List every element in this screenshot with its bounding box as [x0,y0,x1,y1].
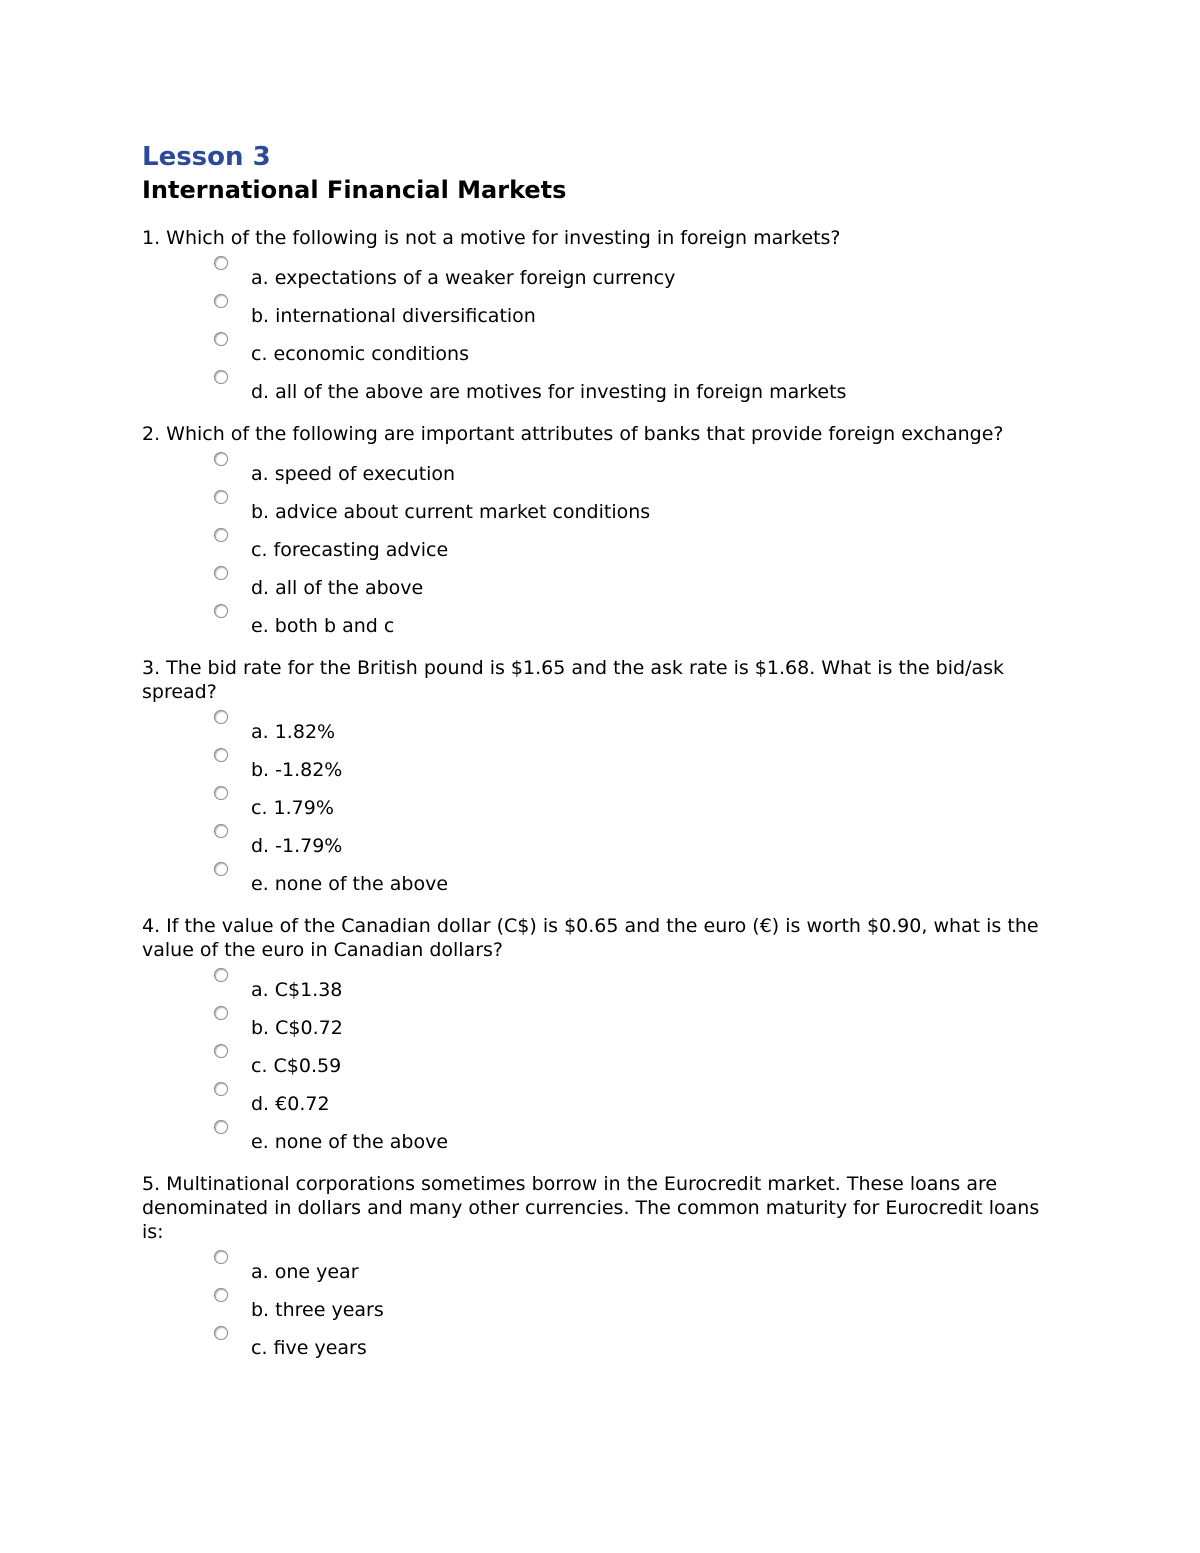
option-label: c. C$0.59 [251,1055,342,1077]
option-label: b. three years [251,1299,384,1321]
radio-button-icon[interactable] [214,786,228,800]
radio-button-icon[interactable] [214,1288,228,1302]
option-label: b. -1.82% [251,759,343,781]
option-2a[interactable] [142,450,1062,488]
option-list [142,450,1062,640]
option-label: e. both b and c [251,615,395,637]
option-label: a. speed of execution [251,463,456,485]
question-3 [142,656,1062,898]
option-label: d. all of the above are motives for investing in foreign markets [251,381,847,403]
option-3e[interactable] [142,860,1062,898]
option-2b[interactable] [142,488,1062,526]
option-4a[interactable] [142,966,1062,1004]
option-3c[interactable] [142,784,1062,822]
option-3a[interactable] [142,708,1062,746]
option-label: d. -1.79% [251,835,343,857]
radio-button-icon[interactable] [214,1326,228,1340]
option-list [142,966,1062,1156]
option-4d[interactable] [142,1080,1062,1118]
radio-button-icon[interactable] [214,256,228,270]
option-4e[interactable] [142,1118,1062,1156]
option-5c[interactable] [142,1324,1062,1362]
radio-button-icon[interactable] [214,528,228,542]
radio-button-icon[interactable] [214,332,228,346]
option-1b[interactable] [142,292,1062,330]
option-label: d. €0.72 [251,1093,330,1115]
option-5b[interactable] [142,1286,1062,1324]
radio-button-icon[interactable] [214,294,228,308]
option-1d[interactable] [142,368,1062,406]
option-3d[interactable] [142,822,1062,860]
option-label: c. 1.79% [251,797,334,819]
option-label: c. forecasting advice [251,539,449,561]
radio-button-icon[interactable] [214,604,228,618]
radio-button-icon[interactable] [214,490,228,504]
lesson-number: Lesson 3 [142,142,271,172]
option-1a[interactable] [142,254,1062,292]
question-text: 1. Which of the following is not a motive for investing in foreign markets? [142,227,841,249]
option-3b[interactable] [142,746,1062,784]
question-4 [142,914,1062,1156]
option-label: a. 1.82% [251,721,336,743]
radio-button-icon[interactable] [214,1250,228,1264]
option-label: b. advice about current market conditions [251,501,651,523]
question-text: 2. Which of the following are important attributes of banks that provide foreign exchange? [142,423,1004,445]
option-label: b. C$0.72 [251,1017,343,1039]
option-label: a. one year [251,1261,359,1283]
option-label: c. five years [251,1337,367,1359]
radio-button-icon[interactable] [214,1082,228,1096]
page-title: International Financial Markets [142,176,567,204]
option-2c[interactable] [142,526,1062,564]
question-text: 4. If the value of the Canadian dollar (C$) is $0.65 and the euro (€) is worth $0.90, what is the value of the euro in Canadian dollars? [142,915,1039,961]
radio-button-icon[interactable] [214,710,228,724]
radio-button-icon[interactable] [214,452,228,466]
question-5 [142,1172,1062,1362]
question-text: 3. The bid rate for the British pound is $1.65 and the ask rate is $1.68. What is the bid/ask spread? [142,657,1005,703]
option-label: e. none of the above [251,873,449,895]
option-label: d. all of the above [251,577,424,599]
option-4b[interactable] [142,1004,1062,1042]
option-2e[interactable] [142,602,1062,640]
option-label: b. international diversification [251,305,536,327]
option-5a[interactable] [142,1248,1062,1286]
option-1c[interactable] [142,330,1062,368]
question-2 [142,422,1062,640]
radio-button-icon[interactable] [214,968,228,982]
radio-button-icon[interactable] [214,824,228,838]
option-4c[interactable] [142,1042,1062,1080]
radio-button-icon[interactable] [214,748,228,762]
option-list [142,1248,1062,1362]
radio-button-icon[interactable] [214,1044,228,1058]
radio-button-icon[interactable] [214,862,228,876]
radio-button-icon[interactable] [214,370,228,384]
radio-button-icon[interactable] [214,566,228,580]
option-list [142,708,1062,898]
radio-button-icon[interactable] [214,1006,228,1020]
quiz-page [142,140,1062,1378]
option-label: a. C$1.38 [251,979,343,1001]
question-1 [142,226,1062,406]
option-list [142,254,1062,406]
option-2d[interactable] [142,564,1062,602]
radio-button-icon[interactable] [214,1120,228,1134]
option-label: a. expectations of a weaker foreign currency [251,267,676,289]
option-label: c. economic conditions [251,343,469,365]
question-text: 5. Multinational corporations sometimes borrow in the Eurocredit market. These loans are denominated in dollars and many other currencies. The common maturity for Eurocredit loans is: [142,1173,1040,1243]
option-label: e. none of the above [251,1131,449,1153]
